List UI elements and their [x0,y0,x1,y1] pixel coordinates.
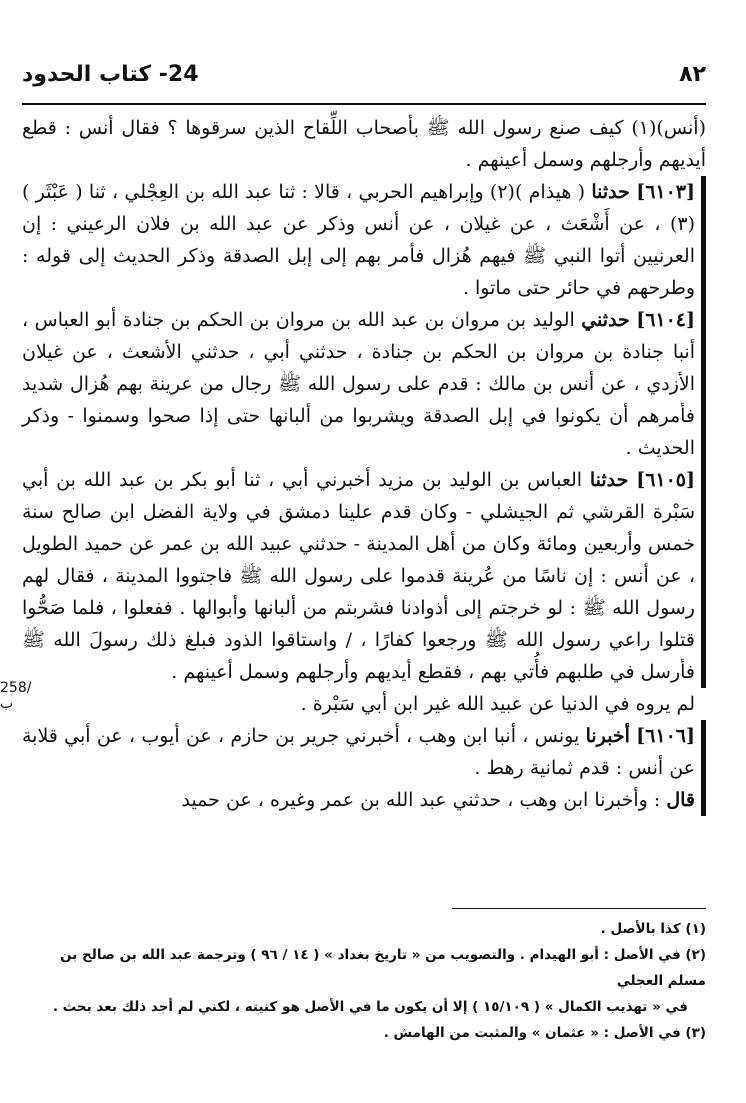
page-header [22,58,706,98]
hadith-entry [22,304,706,464]
hadith-lead: قال [666,789,695,811]
hadith-entry [22,720,706,784]
footnote: (٣) في الأصل : « عثمان » والمثبت من الهامش . [383,1025,706,1041]
hadith-entry [22,176,706,304]
footnote: (٢) في الأصل : أبو الهيدام . والتصويب من « تاريخ بغداد » ( ١٤ / ٩٦ ) وترجمة عبد الله بن صالح بن مسلم العجلي [60,947,706,989]
hadith-lead: أخبرنا [585,725,630,747]
hadith-text: العباس بن الوليد بن مزيد أخبرني أبي ، ثنا أبو بكر بن عبد الله بن أبي سَبْرة القرشي ثم الجيشلي - وكان قدم علينا دمشق في ولاية الفضل ابن صالح سنة خمس وأربعين ومائة وكان من أهل المدينة - حدثني عبيد الله بن عمر عن حميد الطويل ، عن أنس : إن ناسًا من عُرينة قدموا على رسول الله ﷺ فاجتووا المدينة ، فقال لهم رسول الله ﷺ : لو خرجتم إلى أذوادنا فشربتم من ألبانها وأبوالها . ففعلوا ، فلما صَحُّوا قتلوا راعي رسول الله ﷺ ورجعوا كفارًا ، / واستاقوا الذود فبلغ ذلك رسولَ الله ﷺ فأرسل في طلبهم فأُتي بهم ، فقطع أيديهم وأرجلهم وسمل أعينهم . [22,469,695,683]
hadith-entry [22,464,706,688]
footnote-rule [452,908,706,909]
paragraph-text: (أنس)(١) كيف صنع رسول الله ﷺ بأصحاب اللِّقاح الذين سرقوها ؟ فقال أنس : قطع أيديهم وأرجلهم وسمل أعينهم . [22,117,706,171]
main-text [22,112,706,816]
header-rule [22,103,706,105]
paragraph-note [22,688,706,720]
paragraph-text: لم يروه في الدنيا عن عبيد الله غير ابن أبي سَبْرة . [300,693,695,715]
hadith-text: يونس ، أنبا ابن وهب ، أخبرني جرير بن حازم ، عن أيوب ، عن أبي قلابة عن أنس : قدم ثمانية رهط . [22,725,695,779]
hadith-entry [22,784,706,816]
footnote-continuation: في « تهذيب الكمال » ( ١٥/١٠٩ ) إلا أن يكون ما في الأصل هو كنيته ، لكني لم أجد ذلك بعد بحث . [52,999,688,1015]
hadith-lead: حدثنا [591,181,630,203]
paragraph-continuation [22,112,706,176]
hadith-lead: حدثني [581,309,630,331]
hadith-text: ( هيذام )(٢) وإبراهيم الحربي ، قالا : ثنا عبد الله بن العِجْلي ، ثنا ( عَبْثَر )(٣) ، عن أَشْعَث ، عن غيلان ، عن أنس وذكر عن عبد الله بن فلان الرعيني : إن العرنيين أتوا النبي ﷺ فيهم هُزال فأمر بهم إلى إبل الصدقة وذكر الحديث إلى قوله : وطرحهم في حائر حتى ماتوا . [22,181,695,299]
footnotes [22,916,706,1046]
hadith-text: : وأخبرنا ابن وهب ، حدثني عبد الله بن عمر وغيره ، عن حميد [181,789,661,811]
hadith-number: [٦١٠٦] [636,725,695,747]
hadith-number: [٦١٠٤] [636,309,696,331]
page-number: ٨٢ [679,62,706,87]
hadith-text: الوليد بن مروان بن عبد الله بن مروان بن الحكم بن جنادة أبو العباس ، أنبا جنادة بن مروان بن الحكم بن جنادة ، حدثني أبي ، حدثني الأشعث ، عن غيلان الأزدي ، عن أنس بن مالك : قدم على رسول الله ﷺ رجال من عرينة بهم هُزال شديد فأمرهم أن يكونوا في إبل الصدقة ويشربوا من ألبانها حتى إذا صحوا وسمنوا - وذكر الحديث . [22,309,695,459]
hadith-lead: حدثنا [589,469,629,491]
hadith-number: [٦١٠٥] [636,469,696,491]
book-title: 24- كتاب الحدود [22,62,199,87]
hadith-number: [٦١٠٣] [636,181,696,203]
footnote: (١) كذا بالأصل . [600,921,706,937]
margin-folio-note: 258/ب [0,680,32,712]
